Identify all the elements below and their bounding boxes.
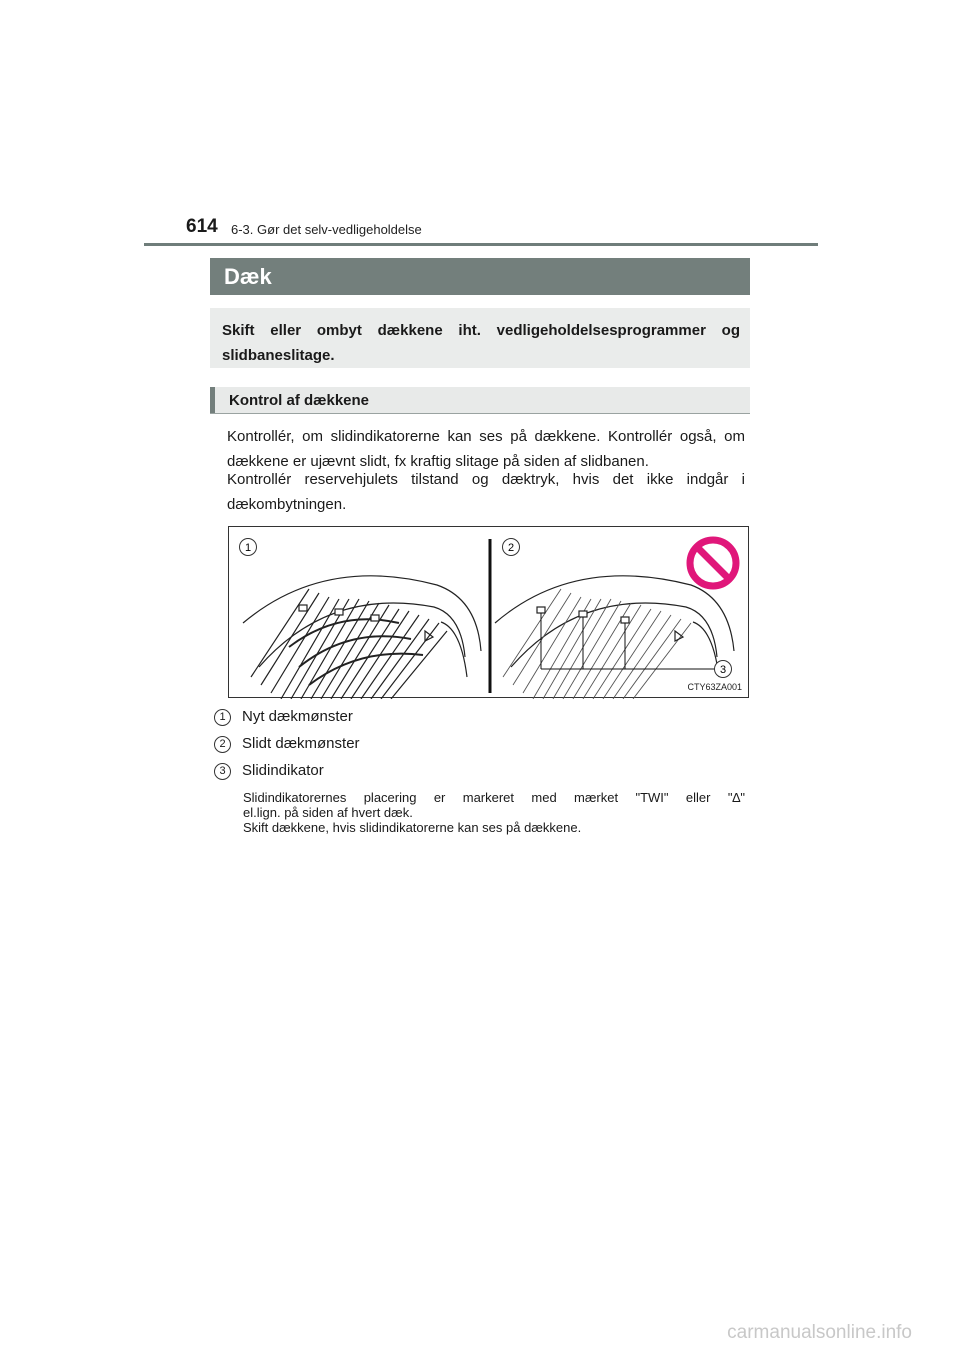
legend-number: 1 <box>214 709 231 726</box>
intro-box: Skift eller ombyt dækkene iht. vedligeholdelsesprogrammer og slidbaneslitage. <box>210 308 750 368</box>
svg-text:1: 1 <box>244 542 252 554</box>
legend-text: Nyt dækmønster <box>242 708 353 725</box>
watermark: carmanualsonline.info <box>727 1322 912 1343</box>
svg-text:3: 3 <box>719 664 727 676</box>
wear-indicator-note <box>243 790 745 835</box>
callout-1 <box>240 539 257 556</box>
callout-2 <box>503 539 520 556</box>
subsection-title: Kontrol af dækkene <box>210 387 750 414</box>
callout-3 <box>715 661 732 678</box>
worn-tread-tire <box>495 576 734 699</box>
paragraph-check-spare: Kontrollér reservehjulets tilstand og dæktryk, hvis det ikke indgår i dækombytningen. <box>227 471 745 513</box>
legend-text: Slidt dækmønster <box>242 735 360 752</box>
tire-illustration <box>229 527 750 699</box>
paragraph-check-indicators: Kontrollér, om slidindikatorerne kan ses på dækkene. Kontrollér også, om dækkene er ujævnt slidt, fx kraftig slitage på siden af slidbanen. <box>227 428 745 470</box>
note-line: Slidindikatorernes placering er markeret med mærket "TWI" eller "∆" <box>243 790 745 805</box>
header-rule <box>144 243 818 246</box>
legend-number: 2 <box>214 736 231 753</box>
legend-text: Slidindikator <box>242 762 324 779</box>
page-number: 614 <box>186 216 218 237</box>
page-title: Dæk <box>210 258 750 295</box>
figure-code: CTY63ZA001 <box>687 682 742 692</box>
svg-text:2: 2 <box>507 542 515 554</box>
tire-figure <box>228 526 749 698</box>
subsection-rule <box>210 413 750 414</box>
prohibition-icon <box>690 540 736 586</box>
legend-number: 3 <box>214 763 231 780</box>
note-line: Skift dækkene, hvis slidindikatorerne kan ses på dækkene. <box>243 820 582 835</box>
note-line: el.lign. på siden af hvert dæk. <box>243 805 413 820</box>
new-tread-tire <box>243 576 481 699</box>
section-path: 6-3. Gør det selv-vedligeholdelse <box>231 222 422 237</box>
